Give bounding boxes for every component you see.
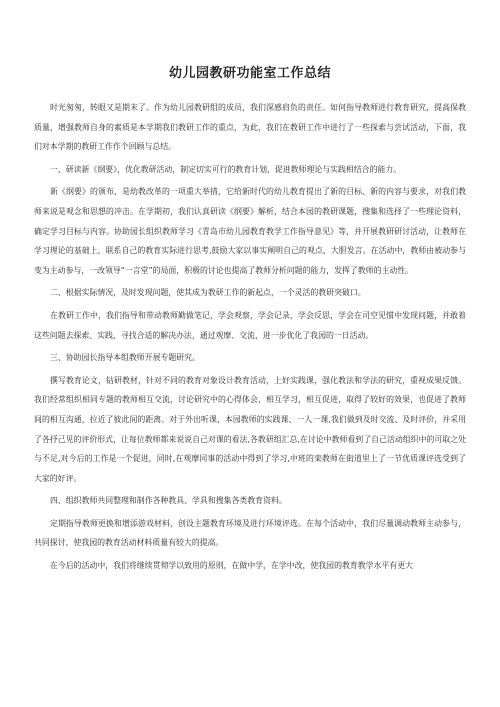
body-paragraph-1: 新《纲要》的颁布，是幼教改革的一项重大举措，它给新时代的幼儿教育提出了新的目标、新的内容与要求，对我们教师来说是观念和思想的冲击。在学期初，我们认真研读《纲要》解析，结合本园的教研课题，搜集和选择了一些理论资料，确定学习目标与内容。协助园长组织教师学习《青岛市幼儿园教育教学工作指导意见》等，并开展教研研讨活动，让教师在学习理论的基础上，联系自己的教育实际进行思考,鼓励大家以事实阐明自己的观点，大胆发言。在活动中，教师由被动参与变为主动参与，一改领导“一言堂”的局面，积极的讨论也提高了教师分析问题的能力，发挥了教师的主动性。 [34,187,466,275]
body-paragraph-2: 在教研工作中，我们指导和带动教师勤做笔记，学会观察，学会记录，学会反思，学会在司空见惯中发现问题，并敢着这些问题去探索、实践，寻找合适的解决办法，通过观摩、交流，进一步优化了我园的一日活动。 [34,310,466,340]
intro-paragraph: 时光匆匆，转眼又是期末了。作为幼儿园教研组的成员，我们深感肩负的责任。如何指导教师进行教育研究，提高保教质量，增强教师自身的素质是本学期我们教研工作的重点，为此，我们在教研工作中进行了一些探索与尝试活动，下面，我们对本学期的教研工作作个回顾与总结。 [34,103,466,152]
document-title: 幼儿园教研功能室工作总结 [168,66,331,81]
section-heading-2: 二、根据实际情况，及时发现问题，使其成为教研工作的新起点，一个灵活的教研突破口。 [50,288,366,298]
body-paragraph-3: 撰写教育论文，钻研教材，针对不同的教育对象设计教育活动，上好实践课，强化教法和学法的研究，重视成果反馈。我们经常组织相同专题的教师相互交流，讨论研究中的心得体会，相互学习，相互促进，取得了较好的效果，也促进了教师间的相互沟通，拉近了彼此间的距离。对于外出听课、本园教师的实践课、一人一课,我们做到及时交流、及时评价，并采用了各抒己见的评价形式，让每位教师都来说说自己对课的看法,各教研组汇总,在讨论中教师看到了自己活动组织中的可取之处与不足,对今后的工作是一个促进，同时,在观摩同事的活动中得到了学习,中班的栾教师在街道里上了一节优质课评选受到了大家的好评。 [34,375,466,483]
section-heading-1: 一、研读新《纲要》，优化教研活动，制定切实可行的教育计划，促进教师理论与实践相结合的能力。 [50,164,402,174]
section-heading-4: 四、组织教师共同整理和制作各种教具、学具和搜集各类教育资料。 [50,496,287,506]
closing-paragraph: 在今后的活动中，我们将继续贯彻学以致用的原则，在做中学，在学中改，使我园的教育教学水平有更大 [50,561,413,571]
section-heading-3: 三、协助园长指导本组教师开展专题研究。 [50,353,200,363]
body-paragraph-4: 定期指导教师更换和增添游戏材料，创设主题教育环境及进行环境评选。在每个活动中，我们尽量调动教师主动参与，共同探讨，使我园的教育活动材料质量有较大的提高。 [34,518,466,548]
